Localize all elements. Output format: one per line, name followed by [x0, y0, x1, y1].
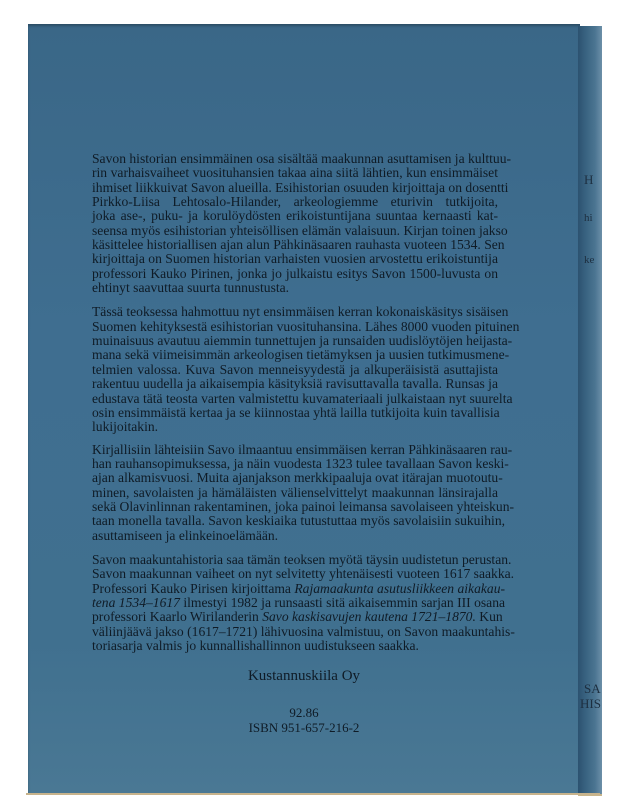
isbn: ISBN 951-657-216-2	[248, 720, 360, 735]
blurb-line: ihmiset liikkuivat Savon alueilla. Esihistorian osuuden kirjoittaja on dosentti	[92, 179, 509, 195]
blurb-line: mana sekä viimeisimmän arkeologisen tietämyksen ja uusien tutkimusmene-	[92, 347, 510, 363]
spine-text-fragment: H	[584, 172, 594, 187]
publisher-name: Kustannuskiila Oy	[247, 668, 361, 684]
blurb-line: minen, savolaisten ja hämäläisten välienselvittelyt maakunnan länsirajalla	[92, 484, 498, 500]
blurb-line: kirjoittaja on Suomen historian varhaisten vuosien arvostettu erikoistuntija	[92, 251, 498, 267]
blurb-line: han rauhansopimuksessa, ja näin vuodesta 1323 tulee tavallaan Savon keski-	[92, 455, 509, 471]
blurb-line: käsittelee historiallisen ajan alun Pähkinäsaaren rauhasta vuoteen 1534. Sen	[92, 237, 505, 253]
book-title: Rajamaakunta asutusliikkeen aikakau-	[294, 580, 506, 596]
page-edge	[26, 793, 600, 795]
blurb-line: joka ase-, puku- ja korulöydösten erikoistuntijana suuntaa kernaasti kat-	[92, 208, 498, 224]
blurb-line: Savon historian ensimmäinen osa sisältää maakunnan asuttamisen ja kulttuu-	[92, 151, 512, 166]
blurb-line: telmien valossa. Kuva Savon menneisyydestä ja alkuperäisistä asuttajista	[92, 361, 498, 377]
blurb-line: Tässä teoksessa hahmottuu nyt ensimmäisen kerran kokonaiskäsitys sisäisen	[92, 304, 509, 320]
blurb-line: asuttamiseen ja elinkeinoelämään.	[92, 527, 279, 543]
blurb-line: Pirkko-Liisa Lehtosalo-Hilander, arkeologiemme eturivin tutkijoita,	[92, 194, 498, 210]
book-title: tena 1534–1617	[92, 594, 180, 610]
spine-text-fragment: HIS	[580, 696, 601, 711]
book-title: Savo kaskisavujen kautena 1721–1870.	[262, 609, 476, 625]
book-spine	[578, 26, 602, 796]
blurb-line: tena 1534–1617 ilmestyi 1982 ja runsaasti sitä aikaisemmin sarjan III osana	[92, 594, 506, 610]
blurb-line: Professori Kauko Pirisen kirjoittama Rajamaakunta asutusliikkeen aikakau-	[92, 580, 506, 596]
blurb-line: lukijoitakin.	[92, 419, 159, 435]
blurb-line: rakentuu uudella ja aikaisempia käsityksiä ravisuttavalla tavalla. Runsas ja	[92, 376, 498, 392]
blurb-line: taan monella tavalla. Savon keskiaika tutustuttaa myös savolaisiin sukuihin,	[92, 513, 506, 529]
spine-text-fragment: ke	[584, 254, 595, 266]
blurb-line: osin ensimmäistä kertaa ja se kiinnostaa yhtä lailla tutkijoita kuin tavallisia	[92, 404, 500, 420]
blurb-line: muinaisuus avautuu aiemmin tunnettujen ja runsaiden uudislöytöjen heijasta-	[92, 333, 513, 349]
class-code: 92.86	[289, 705, 319, 720]
spine-text-fragment: SA	[584, 681, 601, 696]
blurb-line: sekä Olavinlinnan rakentaminen, joka painoi leimansa savolaiseen yhteiskun-	[92, 498, 515, 514]
blurb-line: Suomen kehityksestä esihistorian vuosituhansina. Lähes 8000 vuoden pituinen	[92, 318, 520, 334]
cover-blurb	[92, 151, 520, 663]
blurb-line: seensa myös esihistorian yhteisöllisen elämän valaisuun. Kirjan toinen jakso	[92, 222, 508, 238]
blurb-paragraph	[92, 441, 515, 543]
blurb-paragraph	[92, 304, 520, 435]
blurb-line: väliinjäävä jakso (1617–1721) lähivuosina valmistuu, on Savon maakuntahis-	[92, 623, 515, 639]
blurb-line: Kirjallisiin lähteisiin Savo ilmaantuu ensimmäisen kerran Pähkinäsaaren rau-	[92, 441, 513, 457]
blurb-line: edustava tätä teosta varten valmistettu kuvamateriaali julkaistaan nyt suurelta	[92, 390, 513, 406]
spine-text-fragment: hi	[584, 212, 593, 224]
blurb-line: professori Kauko Pirinen, jonka jo julkaistu esitys Savon 1500-luvusta on	[92, 265, 498, 281]
blurb-line: Savon maakuntahistoria saa tämän teoksen myötä täysin uudistetun perustan.	[92, 551, 512, 567]
blurb-line: toriasarja valmis jo kunnallishallinnon uudistukseen saakka.	[92, 638, 419, 653]
blurb-line: ajan alkamisvuosi. Muita ajanjakson merkkipaaluja ovat itärajan muotoutu-	[92, 470, 503, 486]
blurb-line: ehtinyt saavuttaa suurta tunnustusta.	[92, 280, 290, 296]
blurb-line: Savon maakunnan vaiheet on nyt selvitetty yhtenäisesti vuoteen 1617 saakka.	[92, 566, 515, 582]
blurb-line: rin varhaisvaiheet vuosituhansien takaa aina siitä lähtien, kun ensimmäiset	[92, 165, 498, 181]
blurb-paragraph	[92, 551, 515, 653]
blurb-paragraph	[92, 151, 512, 296]
blurb-line: professori Kaarlo Wirilanderin Savo kaskisavujen kautena 1721–1870. Kun	[92, 609, 503, 625]
